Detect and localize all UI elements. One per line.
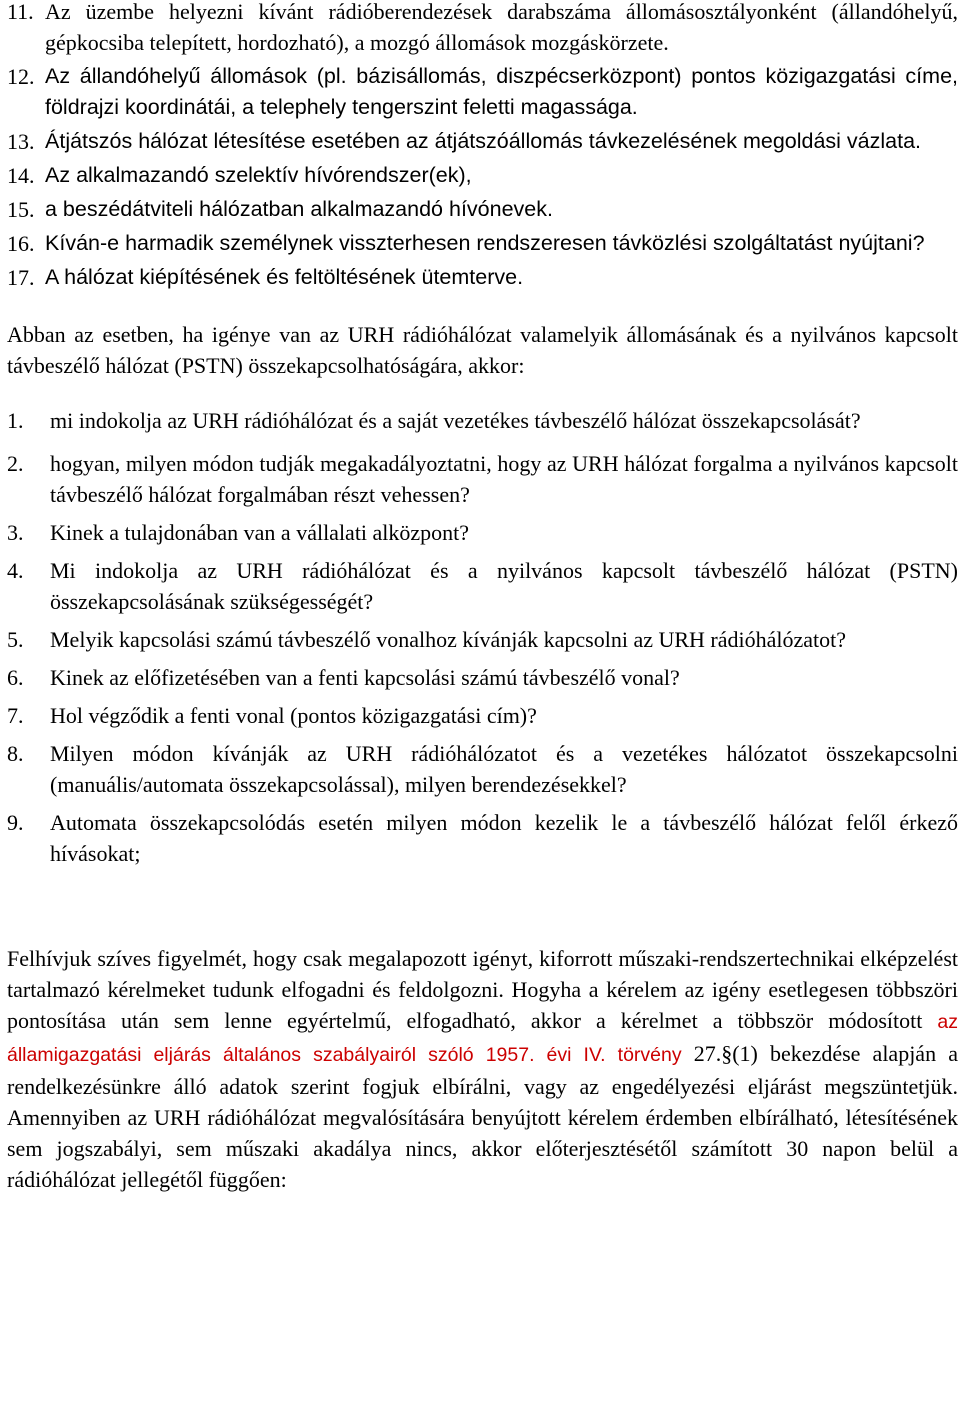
- list-item: [7, 228, 958, 259]
- question-number: 7.: [7, 703, 24, 728]
- item-number: 17.: [7, 265, 35, 290]
- question-text: Milyen módon kívánják az URH rádióhálózatot és a vezetékes hálózatot összekapcsolni (manuális/automata összekapcsolással), milyen berendezésekkel?: [50, 741, 958, 797]
- requirements-list: [7, 0, 958, 293]
- question-item: [7, 448, 958, 510]
- question-number: 4.: [7, 558, 24, 583]
- list-item: [7, 262, 958, 293]
- question-item: [7, 405, 958, 436]
- law-reference-link[interactable]: az államigazgatási eljárás általános szabályairól szóló 1957. évi IV. törvény: [7, 1011, 958, 1066]
- notice-text-part1: Felhívjuk szíves figyelmét, hogy csak megalapozott igényt, kiforrott műszaki-rendszertechnikai elképzelést tartalmazó kérelmeket tudunk elfogadni és feldolgozni. Hogyha a kérelem az igény esetlegesen többszöri pontosítása után sem lenne egyértelmű, elfogadható, akkor a kérelmet a többször módosított: [7, 946, 958, 1033]
- question-number: 5.: [7, 627, 24, 652]
- notice-text-part2: 27.§(1) bekezdése alapján a rendelkezésünkre álló adatok szerint fogjuk elbírálni, vagy az engedélyezési eljárást megszüntetjük. Amennyiben az URH rádióhálózat megvalósítására benyújtott kérelem érdemben elbírálható, létesítésének sem jogszabályi, sem műszaki akadálya nincs, akkor előterjesztésétől számított 30 napon belül a rádióhálózat jellegétől függően:: [7, 1041, 958, 1192]
- question-item: [7, 555, 958, 617]
- item-text: a beszédátviteli hálózatban alkalmazandó hívónevek.: [45, 197, 553, 221]
- question-item: [7, 517, 958, 548]
- item-number: 12.: [7, 64, 35, 89]
- list-item: [7, 126, 958, 157]
- question-text: Hol végződik a fenti vonal (pontos közigazgatási cím)?: [50, 703, 537, 728]
- item-number: 11.: [7, 0, 34, 24]
- item-text: Az üzembe helyezni kívánt rádióberendezések darabszáma állomásosztályonként (állandóhelyű, gépkocsiba telepített, hordozható), a mozgó állomások mozgáskörzete.: [45, 0, 958, 55]
- item-text: Kíván-e harmadik személynek visszterhesen rendszeresen távközlési szolgáltatást nyújtani?: [45, 231, 925, 255]
- question-item: [7, 807, 958, 869]
- item-number: 13.: [7, 129, 35, 154]
- list-item: [7, 160, 958, 191]
- question-number: 6.: [7, 665, 24, 690]
- item-number: 16.: [7, 231, 35, 256]
- question-item: [7, 700, 958, 731]
- item-text: Átjátszós hálózat létesítése esetében az átjátszóállomás távkezelésének megoldási vázlata.: [45, 129, 922, 153]
- question-text: Automata összekapcsolódás esetén milyen módon kezelik le a távbeszélő hálózat felől érkező hívásokat;: [50, 810, 958, 866]
- item-text: Az alkalmazandó szelektív hívórendszer(ek),: [45, 163, 472, 187]
- list-item: [7, 61, 958, 123]
- notice-paragraph: [7, 943, 958, 1195]
- question-text: hogyan, milyen módon tudják megakadályoztatni, hogy az URH hálózat forgalma a nyilvános kapcsolt távbeszélő hálózat forgalmában részt vehessen?: [50, 451, 958, 507]
- question-text: mi indokolja az URH rádióhálózat és a saját vezetékes távbeszélő hálózat összekapcsolását?: [50, 408, 861, 433]
- item-number: 15.: [7, 197, 35, 222]
- question-number: 3.: [7, 520, 24, 545]
- question-number: 9.: [7, 810, 24, 835]
- list-item: [7, 0, 958, 58]
- intro-paragraph: Abban az esetben, ha igénye van az URH rádióhálózat valamelyik állomásának és a nyilvános kapcsolt távbeszélő hálózat (PSTN) összekapcsolhatóságára, akkor:: [7, 322, 958, 378]
- question-item: [7, 624, 958, 655]
- question-item: [7, 662, 958, 693]
- item-text: A hálózat kiépítésének és feltöltésének ütemterve.: [45, 265, 524, 289]
- questions-list: [7, 405, 958, 869]
- item-text: Az állandóhelyű állomások (pl. bázisállomás, diszpécserközpont) pontos közigazgatási címe, földrajzi koordinátái, a telephely tengerszint feletti magassága.: [45, 64, 958, 119]
- question-number: 8.: [7, 741, 24, 766]
- question-text: Melyik kapcsolási számú távbeszélő vonalhoz kívánják kapcsolni az URH rádióhálózatot?: [50, 627, 847, 652]
- question-text: Kinek az előfizetésében van a fenti kapcsolási számú távbeszélő vonal?: [50, 665, 680, 690]
- question-number: 1.: [7, 408, 24, 433]
- question-text: Kinek a tulajdonában van a vállalati alközpont?: [50, 520, 470, 545]
- list-item: [7, 194, 958, 225]
- question-text: Mi indokolja az URH rádióhálózat és a nyilvános kapcsolt távbeszélő hálózat (PSTN) összekapcsolásának szükségességét?: [50, 558, 958, 614]
- item-number: 14.: [7, 163, 35, 188]
- question-number: 2.: [7, 451, 24, 476]
- document-page: [7, 0, 958, 1195]
- question-item: [7, 738, 958, 800]
